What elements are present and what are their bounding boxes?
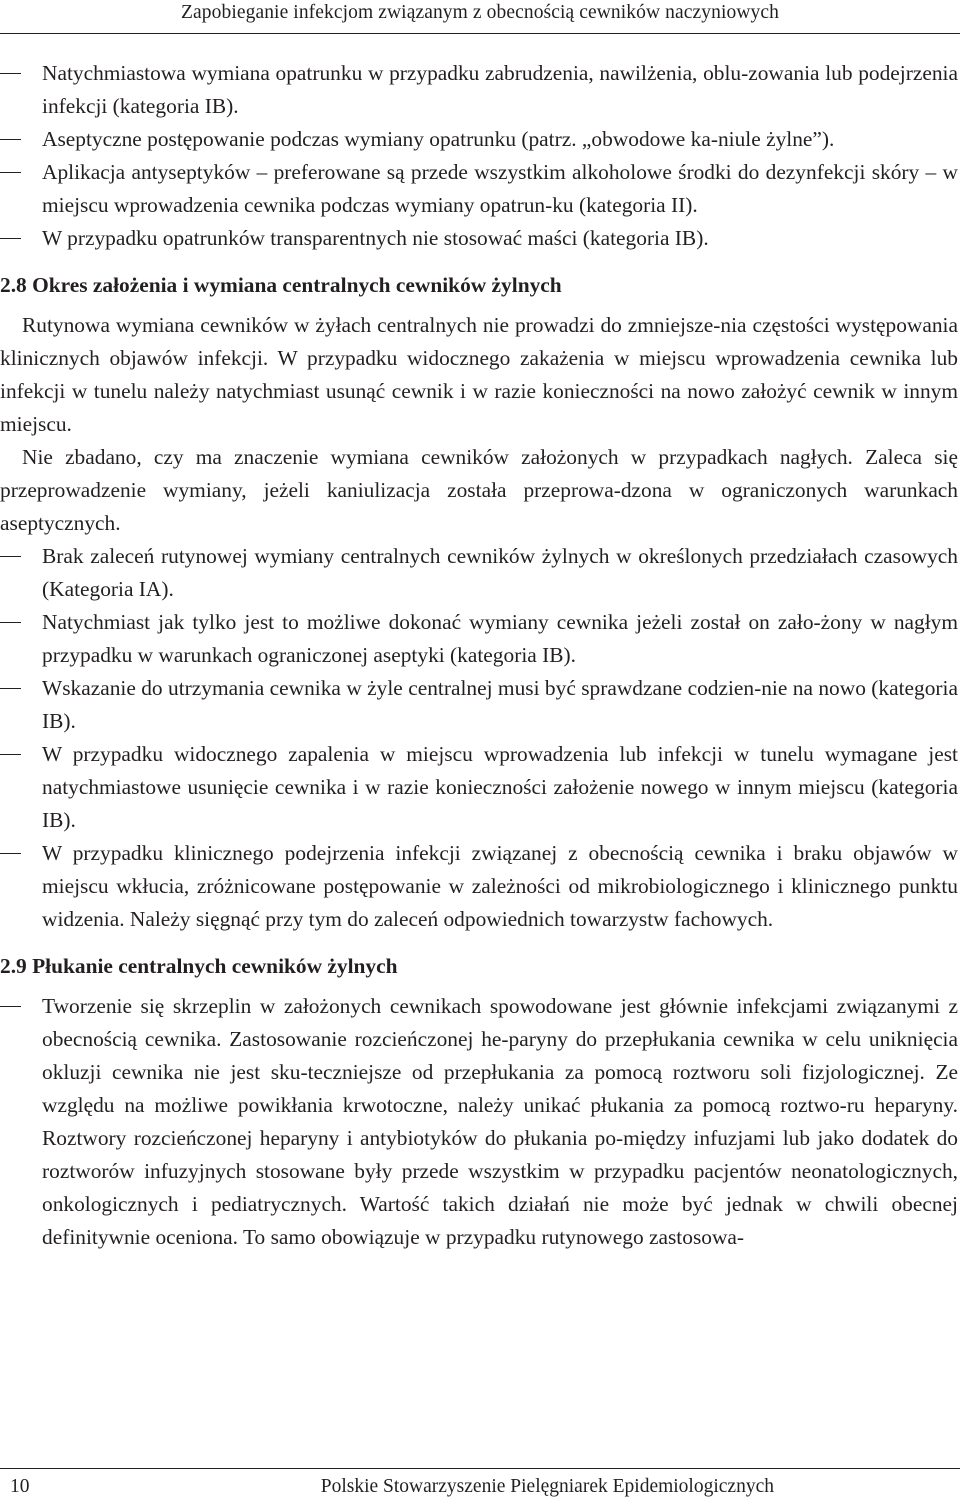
list-item-text: W przypadku klinicznego podejrzenia infekcji związanej z obecnością cewnika i braku objawów w miejscu wkłucia, zróżnicowane postępowanie w zależności od mikrobiologicznego i klinicznego punktu widzenia. Należy sięgnąć przy tym do zaleceń odpowiednich towarzystw fachowych. (42, 841, 958, 931)
list-item-text: W przypadku widocznego zapalenia w miejscu wprowadzenia lub infekcji w tunelu wymagane jest natychmiastowe usunięcie cewnika i w razie konieczności założenie nowego w innym miejscu (kategoria IB). (42, 742, 958, 832)
paragraph: Rutynowa wymiana cewników w żyłach centralnych nie prowadzi do zmniejsze-nia częstości występowania klinicznych objawów infekcji. W przypadku widocznego zakażenia w miejscu wprowadzenia cewnika lub infekcji w tunelu należy natychmiast usunąć cewnik i w razie konieczności na nowo założyć cewnik w innym miejscu. (0, 313, 958, 436)
footer-divider (0, 1468, 960, 1469)
paragraph: Nie zbadano, czy ma znaczenie wymiana cewników założonych w przypadkach nagłych. Zaleca się przeprowadzenie wymiany, jeżeli kaniulizacja została przeprowa-dzona w ograniczonych warunkach aseptycznych. (0, 445, 958, 535)
list-item (0, 57, 958, 123)
list-item-text: Wskazanie do utrzymania cewnika w żyle centralnej musi być sprawdzane codzien-nie na nowo (kategoria IB). (42, 676, 958, 733)
header-divider (0, 33, 960, 34)
publisher-name: Polskie Stowarzyszenie Pielęgniarek Epidemiologicznych (320, 1476, 774, 1497)
list-item (0, 222, 958, 255)
list-item (0, 837, 958, 936)
list-item (0, 123, 958, 156)
list-item (0, 738, 958, 837)
section-2-9-bullet-list (0, 990, 958, 1254)
list-item-text: W przypadku opatrunków transparentnych nie stosować maści (kategoria IB). (42, 226, 709, 250)
section-heading-2-9: 2.9 Płukanie centralnych cewników żylnych (0, 954, 398, 978)
list-item-text: Aseptyczne postępowanie podczas wymiany opatrunku (patrz. „obwodowe ka-niule żylne”). (42, 127, 835, 151)
list-item (0, 606, 958, 672)
running-header: Zapobieganie infekcjom związanym z obecnością cewników naczyniowych (181, 2, 779, 23)
list-item-text: Aplikacja antyseptyków – preferowane są przede wszystkim alkoholowe środki do dezynfekcji skóry – w miejscu wprowadzenia cewnika podczas wymiany opatrun-ku (kategoria II). (42, 160, 958, 217)
list-item-text: Natychmiastowa wymiana opatrunku w przypadku zabrudzenia, nawilżenia, oblu-zowania lub podejrzenia infekcji (kategoria IB). (42, 61, 958, 118)
list-item (0, 990, 958, 1254)
list-item-text: Natychmiast jak tylko jest to możliwe dokonać wymiany cewnika jeżeli został on zało-żony w nagłym przypadku w warunkach ograniczonej aseptyki (kategoria IB). (42, 610, 958, 667)
list-item (0, 672, 958, 738)
section-heading-2-8: 2.8 Okres założenia i wymiana centralnych cewników żylnych (0, 273, 562, 297)
page-number: 10 (10, 1476, 30, 1497)
list-item (0, 156, 958, 222)
list-item (0, 540, 958, 606)
list-item-text: Tworzenie się skrzeplin w założonych cewnikach spowodowane jest głównie infekcjami związanymi z obecnością cewnika. Zastosowanie rozcieńczonej he-paryny do przepłukania cewnika w celu uniknięcia okluzji cewnika nie jest sku-teczniejsze od przepłukania za pomocą roztworu soli fizjologicznej. Ze względu na możliwe powikłania krwotoczne, należy unikać płukania za pomocą roztwo-ru heparyny. Roztwory rozcieńczonej heparyny i antybiotyków do płukania po-między infuzjami lub jako dodatek do roztworów infuzyjnych stosowane były przede wszystkim w przypadku pacjentów neonatologicznych, onkologicznych i pediatrycznych. Wartość takich działań nie może być jednak w chwili obecnej definitywnie oceniona. To samo obowiązuje w przypadku rutynowego zastosowa- (42, 994, 958, 1249)
page-footer (0, 1468, 960, 1504)
section-2-8-bullet-list (0, 540, 958, 936)
intro-bullet-list (0, 57, 958, 255)
list-item-text: Brak zaleceń rutynowej wymiany centralnych cewników żylnych w określonych przedziałach czasowych (Kategoria IA). (42, 544, 958, 601)
page-content (0, 57, 958, 1254)
